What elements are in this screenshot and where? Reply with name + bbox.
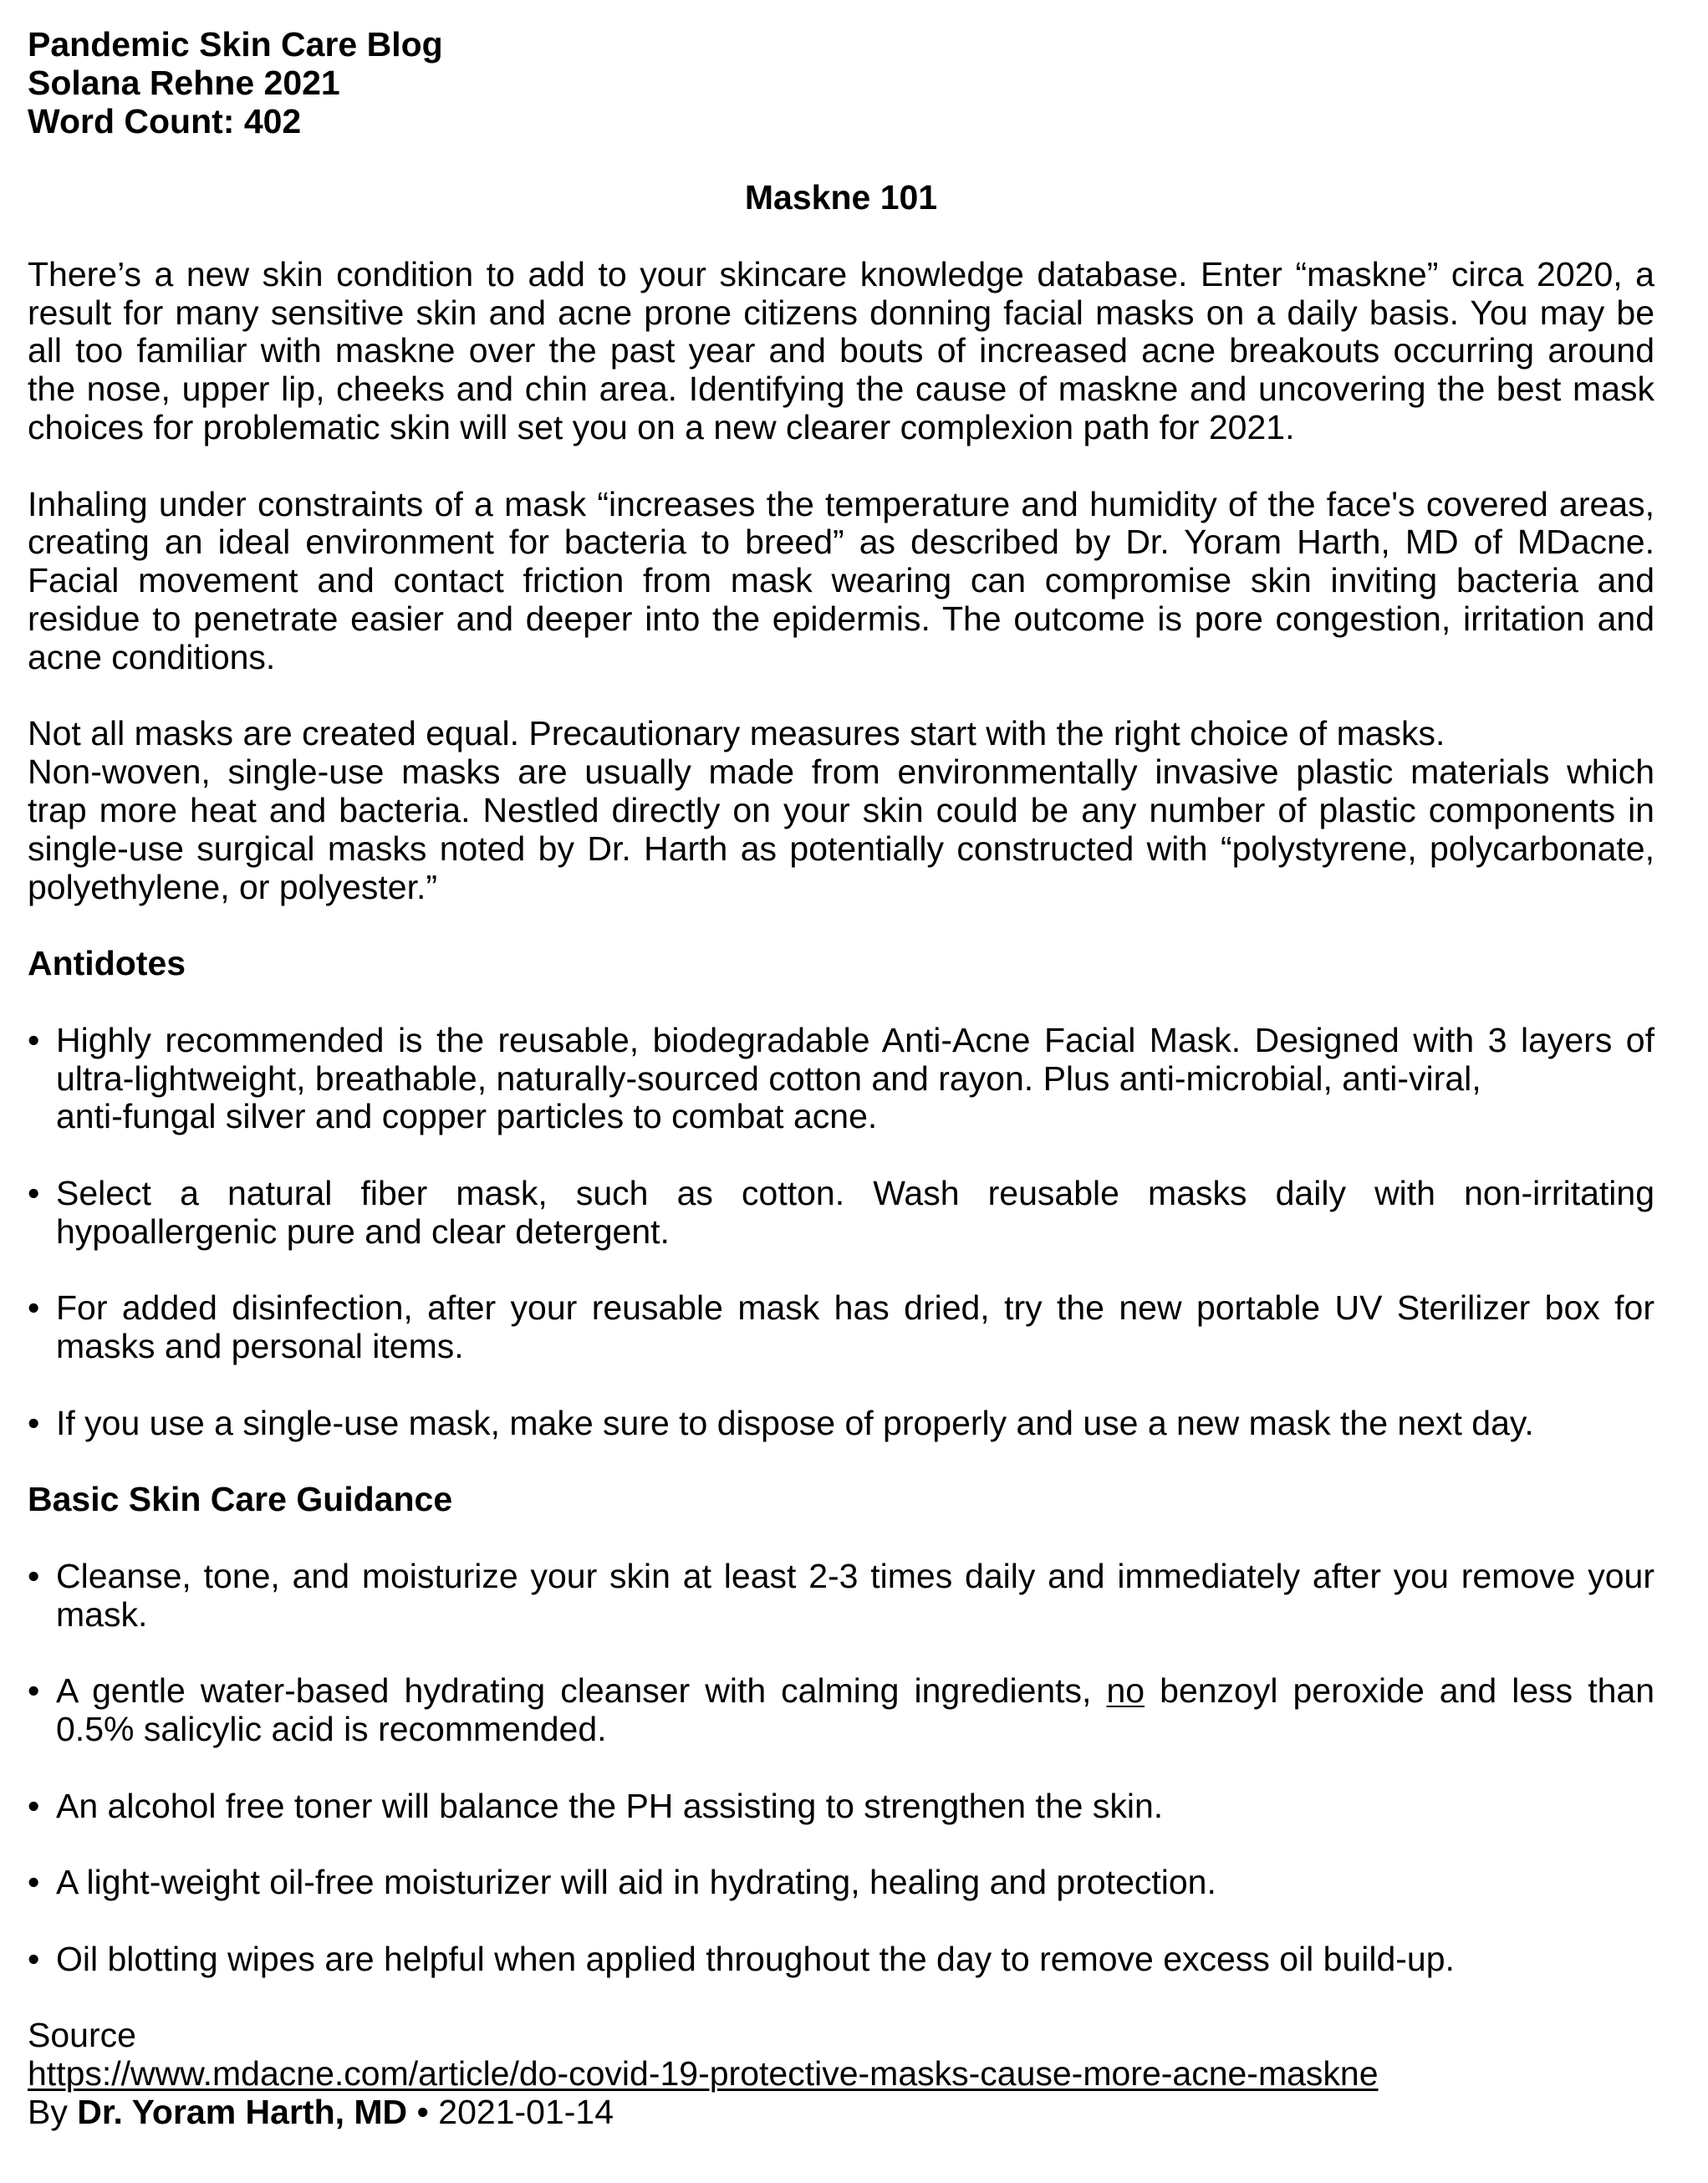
bullet-icon: •	[28, 1403, 40, 1442]
paragraph-line: result for many sensitive skin and acne prone citizens donning facial masks on a daily basis. You may be	[28, 293, 1654, 332]
byline-date: 2021-01-14	[438, 2093, 614, 2132]
item-line: A light-weight oil-free moisturizer will aid in hydrating, healing and protection.	[56, 1863, 1216, 1902]
guidance-item	[28, 1941, 1654, 1979]
item-line: masks and personal items.	[56, 1327, 464, 1366]
paragraph-line: acne conditions.	[28, 637, 276, 676]
item-text: benzoyl peroxide and less than	[1145, 1671, 1654, 1711]
item-line: mask.	[56, 1594, 148, 1634]
blog-title: Pandemic Skin Care Blog	[28, 25, 443, 64]
source-link[interactable]: https://www.mdacne.com/article/do-covid-19-protective-masks-cause-more-acne-maskne	[28, 2054, 1379, 2094]
paragraph-line: creating an ideal environment for bacteria to breed” as described by Dr. Yoram Harth, MD of MDacne.	[28, 523, 1654, 562]
paragraph-line: choices for problematic skin will set you on a new clearer complexion path for 2021.	[28, 407, 1295, 446]
source-url-line	[28, 2055, 1654, 2094]
author-year: Solana Rehne 2021	[28, 63, 340, 102]
paragraph-line: the nose, upper lip, cheeks and chin area. Identifying the cause of maskne and uncovering the best mask	[28, 370, 1654, 409]
document	[28, 26, 1654, 2132]
guidance-item	[28, 1672, 1654, 1749]
spacer	[28, 1252, 1654, 1290]
paragraph-line: Non-woven, single-use masks are usually made from environmentally invasive plastic materials which	[28, 752, 1654, 792]
paragraph-line: There’s a new skin condition to add to your skincare knowledge database. Enter “maskne” circa 2020, a	[28, 254, 1654, 293]
spacer	[28, 1902, 1654, 1941]
intro-paragraph	[28, 256, 1654, 447]
item-line: For added disinfection, after your reusable mask has dried, try the new portable UV Sterilizer box for	[56, 1288, 1654, 1328]
antidotes-heading: Antidotes	[28, 944, 186, 983]
bullet-icon: •	[28, 1786, 40, 1825]
spacer	[28, 140, 1654, 179]
article-title: Maskne 101	[744, 178, 938, 217]
spacer	[28, 1366, 1654, 1405]
emphasis-no: no	[1106, 1671, 1145, 1711]
masks-paragraph	[28, 715, 1654, 906]
spacer	[28, 447, 1654, 486]
spacer	[28, 217, 1654, 256]
paragraph-line: polyethylene, or polyester.”	[28, 867, 437, 906]
bullet-icon: •	[28, 1863, 40, 1902]
byline	[28, 2094, 1654, 2132]
antidote-item	[28, 1022, 1654, 1136]
spacer	[28, 1136, 1654, 1175]
antidote-item	[28, 1405, 1654, 1443]
word-count: Word Count: 402	[28, 101, 302, 140]
paragraph-line: residue to penetrate easier and deeper into the epidermis. The outcome is pore congestion, irritation and	[28, 599, 1654, 638]
item-line: Cleanse, tone, and moisturize your skin at least 2-3 times daily and immediately after you remove your	[56, 1556, 1654, 1595]
paragraph-line: single-use surgical masks noted by Dr. Harth as potentially constructed with “polystyrene, polycarbonate,	[28, 829, 1654, 868]
spacer	[28, 906, 1654, 945]
guidance-item	[28, 1864, 1654, 1902]
antidote-item	[28, 1289, 1654, 1366]
guidance-heading: Basic Skin Care Guidance	[28, 1480, 453, 1519]
spacer	[28, 1519, 1654, 1558]
bullet-icon: •	[28, 1939, 40, 1978]
item-line: An alcohol free toner will balance the PH assisting to strengthen the skin.	[56, 1786, 1164, 1825]
bullet-icon: •	[28, 1173, 40, 1212]
spacer	[28, 1979, 1654, 2017]
bullet-icon: •	[28, 1288, 40, 1328]
bullet-icon: •	[28, 1556, 40, 1595]
item-text: A gentle water-based hydrating cleanser with calming ingredients,	[56, 1671, 1107, 1711]
bullet-icon: •	[28, 1671, 40, 1711]
item-line: hypoallergenic pure and clear detergent.	[56, 1211, 670, 1251]
item-line: Select a natural fiber mask, such as cotton. Wash reusable masks daily with non-irritating	[56, 1173, 1654, 1212]
bullet-icon: •	[28, 1020, 40, 1059]
guidance-item	[28, 1558, 1654, 1635]
antidote-item	[28, 1175, 1654, 1252]
byline-prefix: By	[28, 2093, 78, 2132]
cause-paragraph	[28, 486, 1654, 677]
paragraph-lead: Not all masks are created equal. Precautionary measures start with the right choice of masks.	[28, 714, 1445, 753]
spacer	[28, 1442, 1654, 1481]
spacer	[28, 1825, 1654, 1864]
paragraph-line: Inhaling under constraints of a mask “increases the temperature and humidity of the face's covered areas,	[28, 484, 1654, 523]
guidance-item	[28, 1788, 1654, 1826]
paragraph-line: all too familiar with maskne over the past year and bouts of increased acne breakouts occurring around	[28, 331, 1654, 370]
paragraph-line: trap more heat and bacteria. Nestled directly on your skin could be any number of plastic components in	[28, 790, 1654, 829]
item-line: 0.5% salicylic acid is recommended.	[56, 1710, 607, 1749]
item-line	[56, 1672, 1654, 1711]
byline-author: Dr. Yoram Harth, MD	[77, 2093, 408, 2132]
source-label: Source	[28, 2016, 136, 2055]
item-line: Highly recommended is the reusable, biodegradable Anti-Acne Facial Mask. Designed with 3 layers of	[56, 1020, 1654, 1059]
item-line: anti-fungal silver and copper particles to combat acne.	[56, 1097, 878, 1136]
spacer	[28, 1749, 1654, 1788]
item-line: Oil blotting wipes are helpful when applied throughout the day to remove excess oil build-up.	[56, 1939, 1455, 1978]
byline-separator: •	[407, 2093, 439, 2132]
spacer	[28, 983, 1654, 1022]
spacer	[28, 1634, 1654, 1672]
paragraph-line: Facial movement and contact friction from mask wearing can compromise skin inviting bacteria and	[28, 561, 1654, 600]
item-line: If you use a single-use mask, make sure to dispose of properly and use a new mask the next day.	[56, 1403, 1534, 1442]
spacer	[28, 677, 1654, 716]
item-line: ultra-lightweight, breathable, naturally-sourced cotton and rayon. Plus anti-microbial, anti-viral,	[56, 1058, 1481, 1098]
